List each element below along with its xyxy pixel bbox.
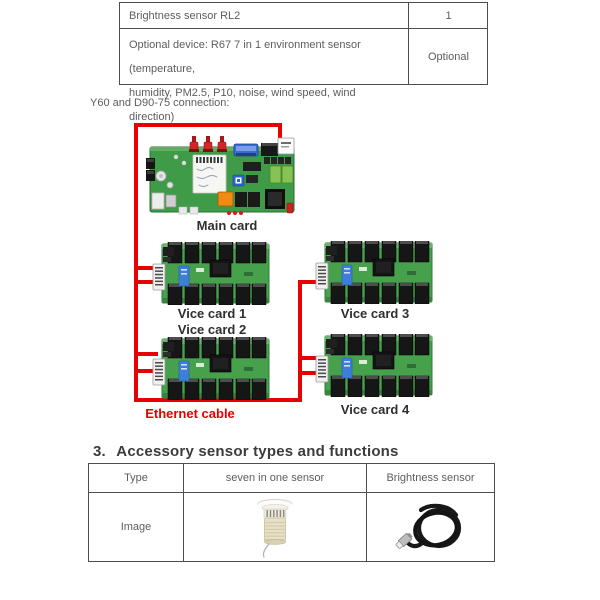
vice-card-4-label: Vice card 4: [340, 402, 410, 417]
header-cell-seven-in-one: [184, 464, 367, 493]
ethernet-cable-label: Ethernet cable: [145, 406, 235, 421]
cell-text: Optional: [428, 50, 469, 63]
section-title: Accessory sensor types and functions: [116, 443, 399, 460]
seven-in-one-sensor-photo-cell: [184, 493, 367, 561]
table-cell-brightness-sensor: [120, 3, 409, 29]
main-card-photo: [146, 133, 298, 217]
vice-card-2-photo: [152, 337, 270, 400]
cell-text-line2: humidity, PM2.5, P10, noise, wind speed, wind direction): [129, 87, 356, 123]
section-number: 3.: [93, 443, 106, 460]
header-cell-type: [89, 464, 184, 493]
cell-text: 1: [445, 9, 452, 22]
section-heading: [93, 443, 399, 460]
connection-caption: Y60 and D90-75 connection:: [90, 97, 230, 109]
vice-card-1-label: Vice card 1: [177, 306, 247, 321]
seven-in-one-sensor-photo: [247, 496, 303, 558]
vice-card-4-photo: [315, 334, 433, 397]
cable-middle-vertical: [298, 280, 302, 402]
vice-card-2-label: Vice card 2: [177, 322, 247, 337]
brightness-sensor-photo: [391, 498, 471, 556]
vice-card-1-photo: [152, 242, 270, 305]
vice-card-3-label: Vice card 3: [340, 306, 410, 321]
cell-text: Image: [120, 521, 152, 533]
cable-top-horizontal: [134, 123, 282, 127]
cable-left-vertical: [134, 123, 138, 402]
row-label-image: [89, 493, 184, 561]
sensor-types-table: [88, 463, 495, 562]
header-text: Type: [124, 472, 148, 484]
header-cell-brightness: [367, 464, 494, 493]
header-text: Brightness sensor: [386, 472, 475, 484]
table-cell-qty: [409, 3, 488, 29]
header-text: seven in one sensor: [225, 472, 325, 484]
cell-text: Brightness sensor RL2: [129, 9, 241, 22]
table-cell-optional: [409, 29, 488, 84]
brightness-sensor-photo-cell: [367, 493, 494, 561]
main-card-label: Main card: [196, 218, 258, 233]
vice-card-3-photo: [315, 241, 433, 304]
cell-text-line1: Optional device: R67 7 in 1 environment sensor (temperature,: [129, 39, 361, 75]
